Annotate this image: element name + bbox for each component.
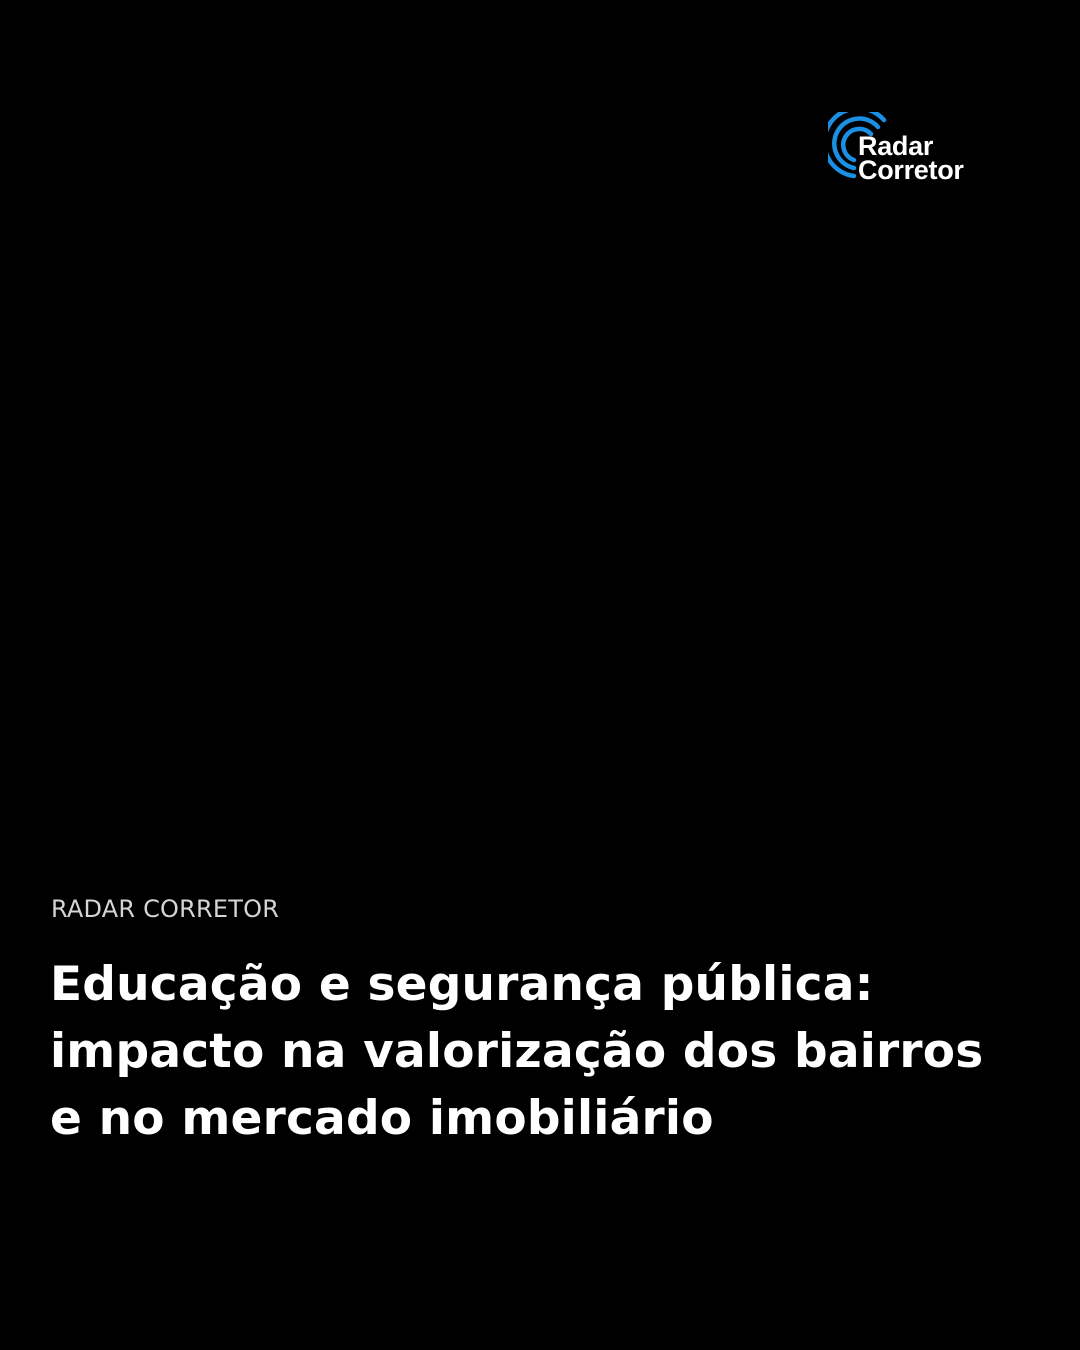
headline-line-2: impacto na valorização dos bairros (50, 1024, 984, 1079)
headline-line-3: e no mercado imobiliário (50, 1091, 714, 1146)
kicker-label: RADAR CORRETOR (51, 895, 280, 923)
logo-line-1: Radar (858, 131, 934, 161)
headline (50, 951, 1060, 1152)
logo-line-2: Corretor (858, 155, 964, 185)
headline-line-1: Educação e segurança pública: (50, 957, 874, 1012)
brand-logo (828, 112, 998, 192)
logo-wordmark (858, 131, 964, 185)
